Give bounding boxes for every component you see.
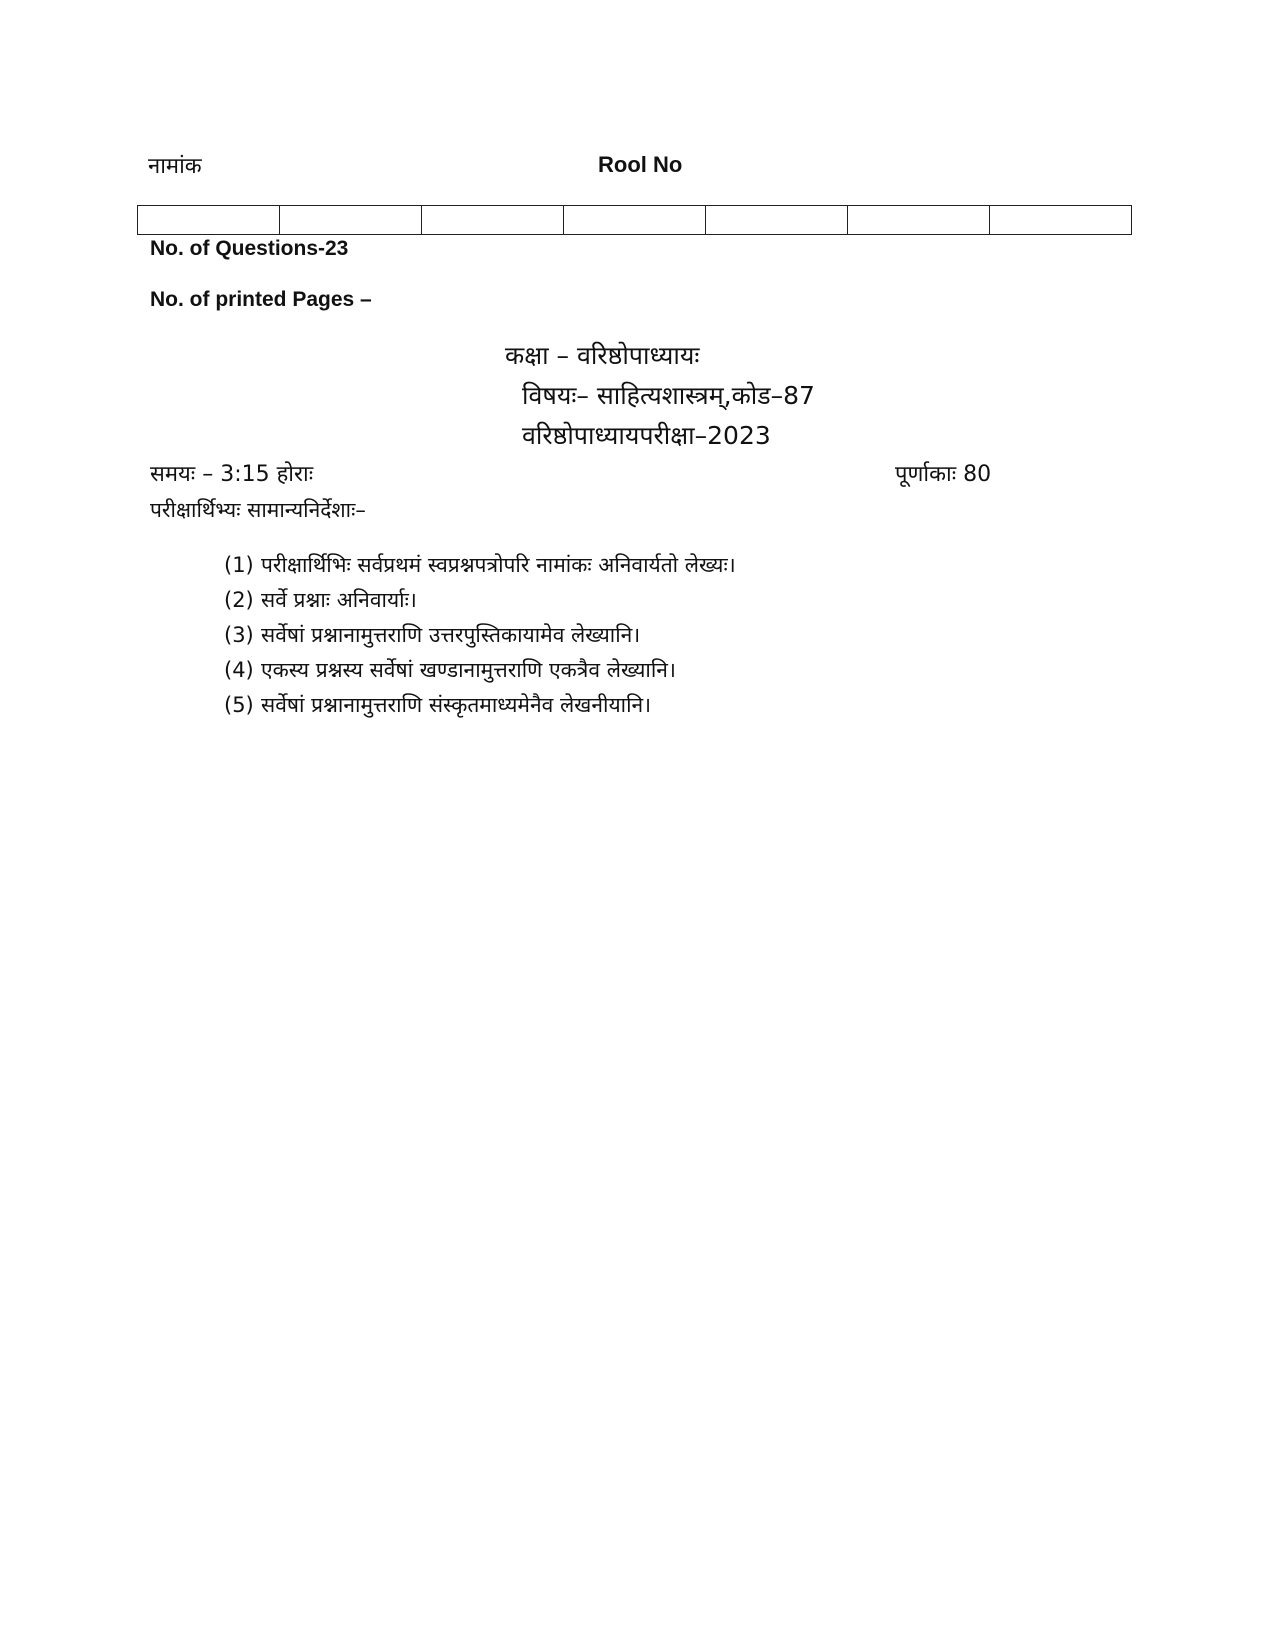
roll-number-boxes	[137, 205, 1132, 235]
instructions-heading: परीक्षार्थिभ्यः सामान्यनिर्देशाः–	[150, 498, 366, 522]
instruction-text: परीक्षार्थिभिः सर्वप्रथमं स्वप्रश्नपत्रोपरि नामांकः अनिवार्यतो लेख्यः।	[261, 553, 736, 577]
instruction-text: एकस्य प्रश्नस्य सर्वेषां खण्डानामुत्तराणि एकत्रैव लेख्यानि।	[261, 658, 676, 682]
subject-line: विषयः– साहित्यशास्त्रम्,कोड–87	[522, 381, 815, 410]
instruction-number: (2)	[224, 588, 254, 612]
instruction-number: (5)	[224, 693, 254, 717]
instruction-text: सर्वेषां प्रश्नानामुत्तराणि संस्कृतमाध्यमेनैव लेखनीयानि।	[261, 693, 652, 717]
roll-digit-box[interactable]	[422, 206, 564, 235]
roll-digit-box[interactable]	[848, 206, 990, 235]
roll-digit-box[interactable]	[564, 206, 706, 235]
instruction-number: (3)	[224, 623, 254, 647]
exam-line: वरिष्ठोपाध्यायपरीक्षा–2023	[522, 421, 771, 450]
instruction-number: (1)	[224, 553, 254, 577]
instruction-item	[224, 688, 736, 723]
questions-count: No. of Questions-23	[150, 237, 349, 260]
full-marks-label: पूर्णाकाः 80	[895, 462, 992, 487]
instruction-item	[224, 653, 736, 688]
roll-number-label: Rool No	[598, 152, 683, 177]
roll-digit-box[interactable]	[138, 206, 280, 235]
roll-digit-box[interactable]	[990, 206, 1132, 235]
instructions-list	[224, 548, 736, 723]
time-label: समयः – 3:15 होराः	[150, 462, 314, 487]
printed-pages-label: No. of printed Pages –	[150, 288, 372, 311]
roll-digit-box[interactable]	[706, 206, 848, 235]
class-line: कक्षा – वरिष्ठोपाध्यायः	[505, 341, 700, 370]
instruction-item	[224, 618, 736, 653]
roll-digit-box[interactable]	[280, 206, 422, 235]
namank-label: नामांक	[148, 154, 202, 179]
instruction-text: सर्वे प्रश्नाः अनिवार्याः।	[261, 588, 417, 612]
instruction-number: (4)	[224, 658, 254, 682]
instruction-text: सर्वेषां प्रश्नानामुत्तराणि उत्तरपुस्तिकायामेव लेख्यानि।	[261, 623, 641, 647]
instruction-item	[224, 583, 736, 618]
instruction-item	[224, 548, 736, 583]
